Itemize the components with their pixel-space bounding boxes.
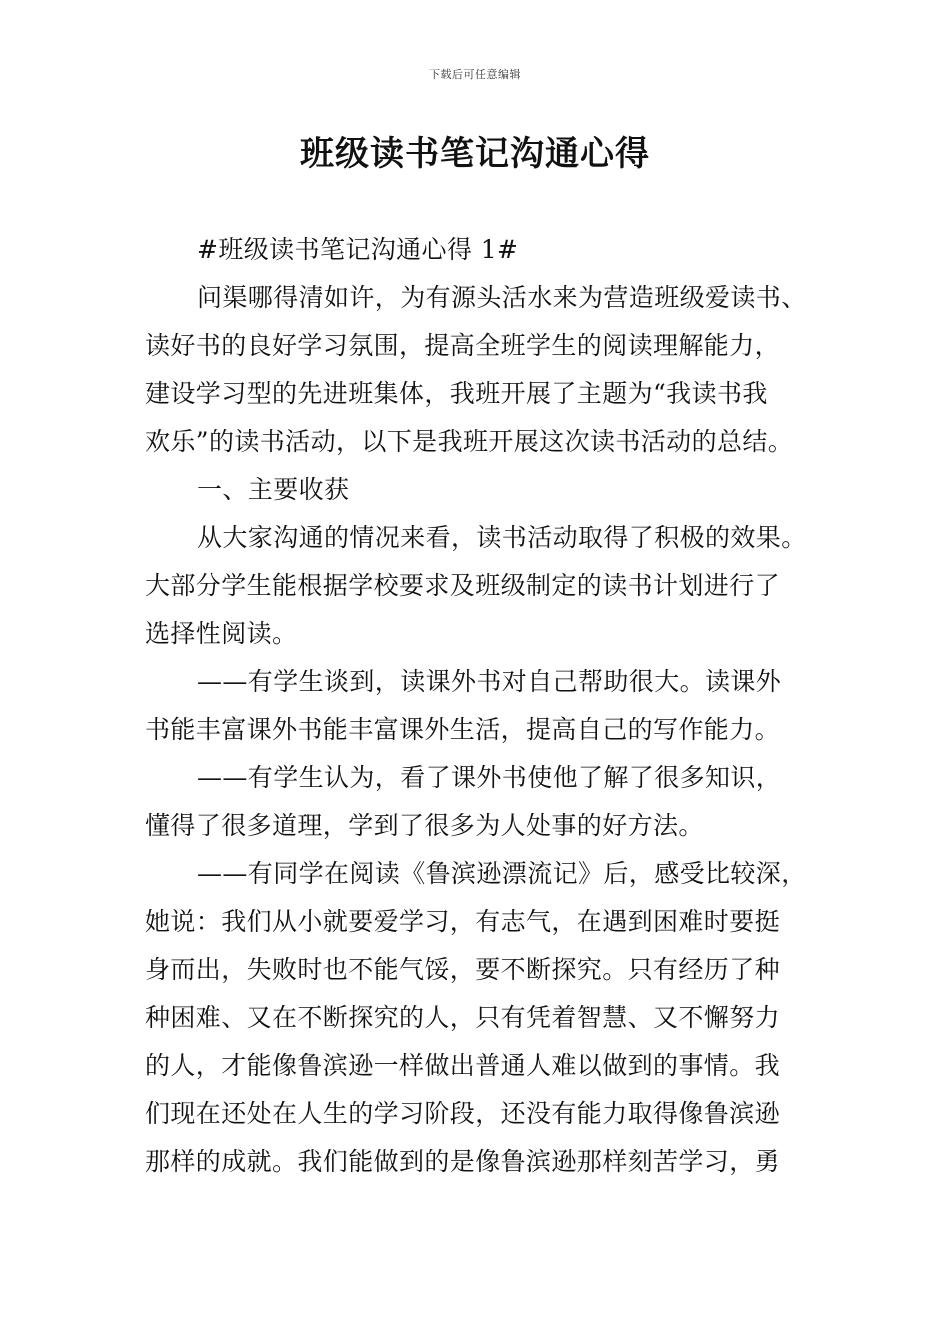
text-line: ——有同学在阅读《鲁滨逊漂流记》后，感受比较深， (197, 859, 807, 888)
text-line: 问渠哪得清如许，为有源头活水来为营造班级爱读书、 (197, 283, 807, 312)
text-line: 建设学习型的先进班集体，我班开展了主题为“我读书我 (145, 379, 768, 408)
text-line: #班级读书笔记沟通心得 1# (197, 235, 519, 264)
text-line: 种困难、又在不断探究的人，只有凭着智慧、又不懈努力 (145, 1003, 781, 1032)
text-line: 从大家沟通的情况来看，读书活动取得了积极的效果。 (197, 523, 807, 552)
text-line: 选择性阅读。 (145, 619, 298, 648)
section-heading: 一、主要收获 (197, 475, 350, 504)
document-title: 班级读书笔记沟通心得 (300, 134, 650, 174)
document-body (145, 226, 827, 1186)
text-line: 欢乐”的读书活动，以下是我班开展这次读书活动的总结。 (145, 427, 794, 456)
header-note: 下载后可任意编辑 (429, 68, 521, 81)
text-line: 的人，才能像鲁滨逊一样做出普通人难以做到的事情。我 (145, 1051, 781, 1080)
text-line: 书能丰富课外书能丰富课外生活，提高自己的写作能力。 (145, 715, 781, 744)
text-line: 那样的成就。我们能做到的是像鲁滨逊那样刻苦学习，勇 (145, 1147, 781, 1176)
text-line: 她说：我们从小就要爱学习，有志气，在遇到困难时要挺 (145, 907, 781, 936)
text-line: 们现在还处在人生的学习阶段，还没有能力取得像鲁滨逊 (145, 1099, 781, 1128)
text-line: ——有学生认为，看了课外书使他了解了很多知识， (197, 763, 782, 792)
text-line: 身而出，失败时也不能气馁，要不断探究。只有经历了种 (145, 955, 781, 984)
text-line: 大部分学生能根据学校要求及班级制定的读书计划进行了 (145, 571, 781, 600)
text-line: 读好书的良好学习氛围，提高全班学生的阅读理解能力， (145, 331, 781, 360)
text-line: 懂得了很多道理，学到了很多为人处事的好方法。 (145, 811, 704, 840)
text-line: ——有学生谈到，读课外书对自己帮助很大。读课外 (197, 667, 782, 696)
